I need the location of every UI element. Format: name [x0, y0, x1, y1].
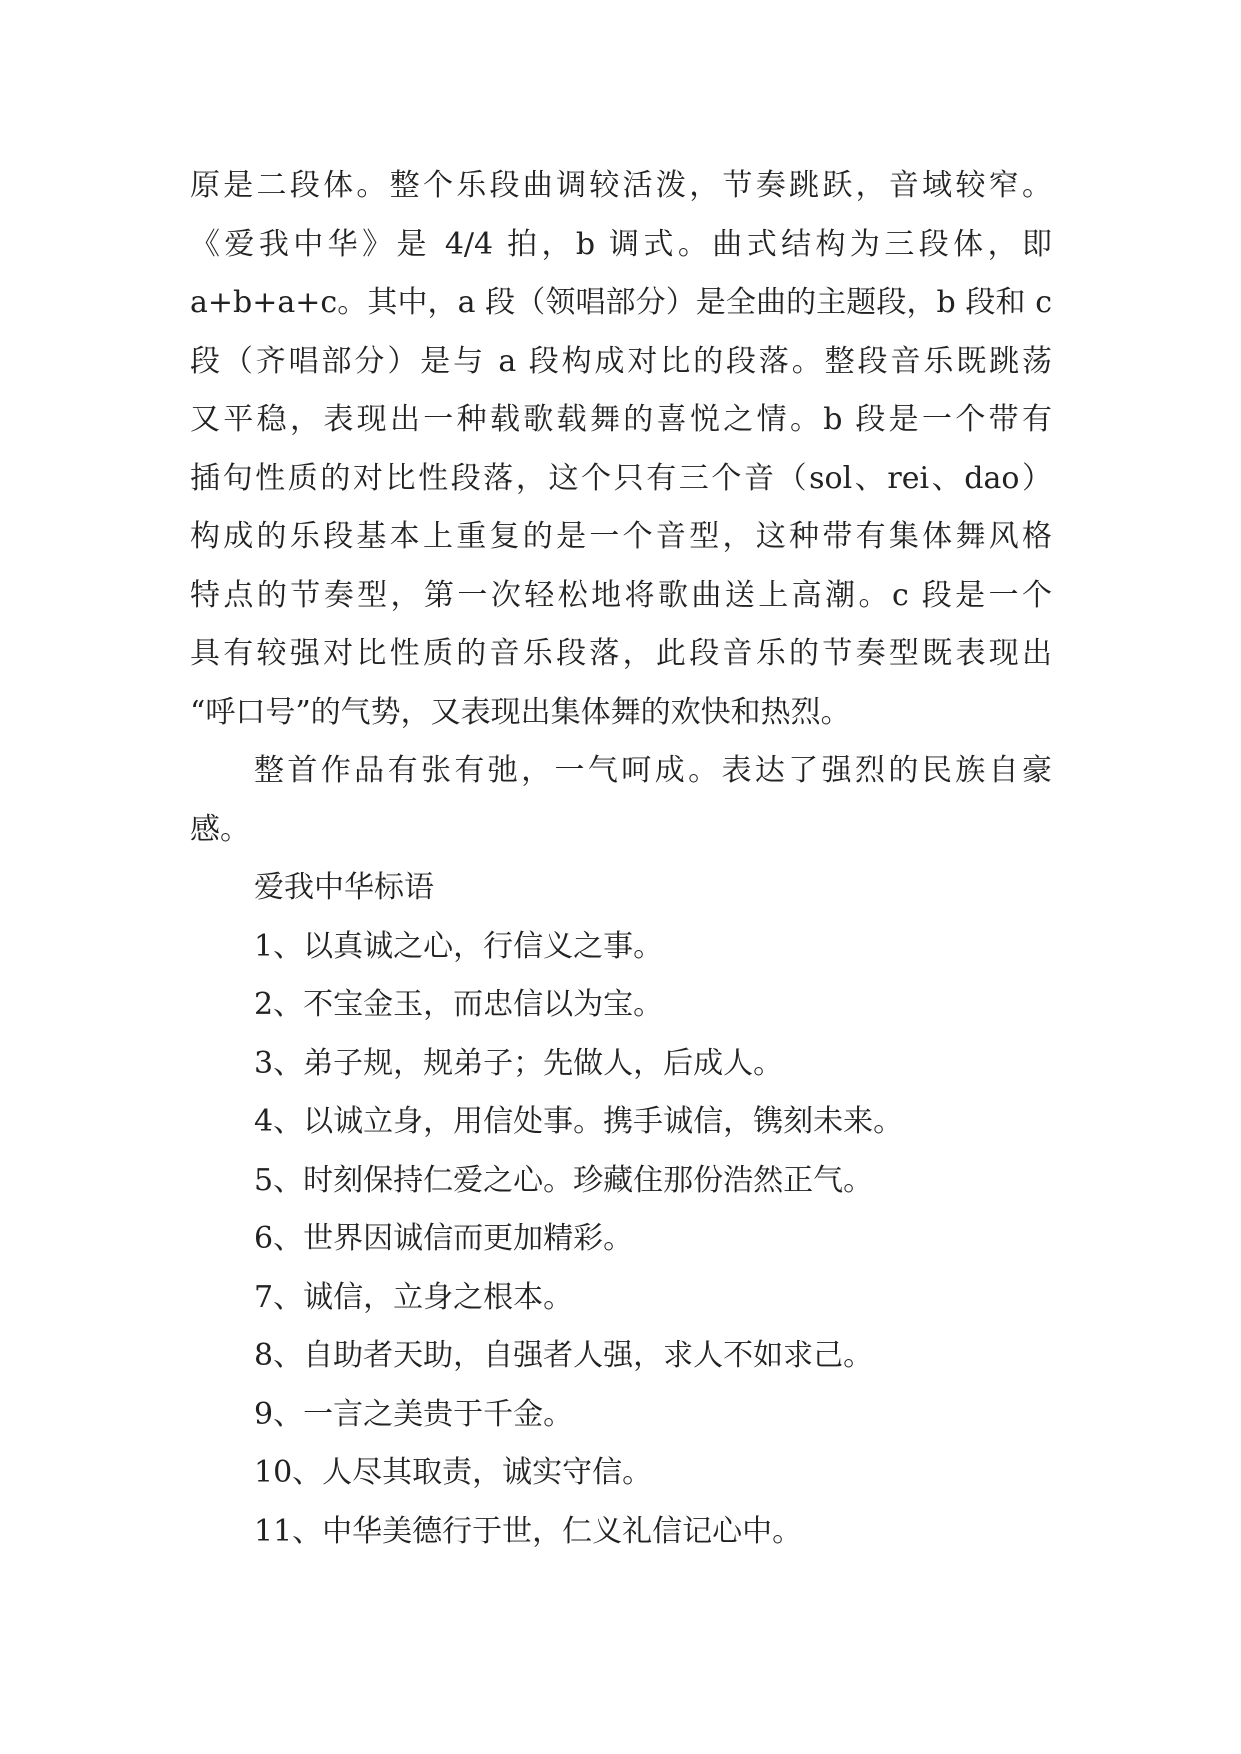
paragraph-conclusion	[190, 742, 1052, 859]
list-item: 6、世界因诚信而更加精彩。	[254, 1221, 634, 1256]
text-line: 段（齐唱部分）是与 a 段构成对比的段落。整段音乐既跳荡	[190, 343, 1052, 379]
text-line: 《爱我中华》是 4/4 拍，b 调式。曲式结构为三段体，即	[190, 226, 1052, 262]
paragraph-analysis	[190, 157, 1052, 742]
list-item: 2、不宝金玉，而忠信以为宝。	[254, 987, 664, 1022]
slogan-section	[190, 859, 1052, 1561]
list-item: 7、诚信，立身之根本。	[254, 1279, 574, 1315]
list-item: 1、以真诚之心，行信义之事。	[254, 928, 664, 964]
text-line: 构成的乐段基本上重复的是一个音型，这种带有集体舞风格	[190, 519, 1052, 554]
list-item: 8、自助者天助，自强者人强，求人不如求己。	[254, 1338, 874, 1373]
text-line: 感。	[190, 811, 250, 847]
list-item: 11、中华美德行于世，仁义礼信记心中。	[254, 1513, 803, 1549]
list-item: 10、人尽其取责，诚实守信。	[254, 1455, 653, 1490]
document-body	[190, 157, 1052, 1561]
text-line: 具有较强对比性质的音乐段落，此段音乐的节奏型既表现出	[190, 636, 1052, 671]
list-item: 4、以诚立身，用信处事。携手诚信，镌刻未来。	[254, 1104, 904, 1139]
text-line: 整首作品有张有弛，一气呵成。表达了强烈的民族自豪	[254, 753, 1052, 788]
text-line: a+b+a+c。其中，a 段（领唱部分）是全曲的主题段，b 段和 c	[190, 285, 1052, 320]
text-line: “呼口号”的气势，又表现出集体舞的欢快和热烈。	[190, 694, 851, 730]
text-line: 又平稳，表现出一种载歌载舞的喜悦之情。b 段是一个带有	[190, 402, 1052, 437]
list-item: 5、时刻保持仁爱之心。珍藏住那份浩然正气。	[254, 1162, 874, 1198]
section-heading: 爱我中华标语	[254, 870, 434, 905]
text-line: 插句性质的对比性段落，这个只有三个音（sol、rei、dao）	[190, 460, 1052, 496]
list-item: 9、一言之美贵于千金。	[254, 1396, 574, 1432]
text-line: 特点的节奏型，第一次轻松地将歌曲送上高潮。c 段是一个	[190, 577, 1052, 613]
text-line: 原是二段体。整个乐段曲调较活泼，节奏跳跃，音域较窄。	[190, 168, 1052, 203]
list-item: 3、弟子规，规弟子；先做人，后成人。	[254, 1045, 784, 1081]
